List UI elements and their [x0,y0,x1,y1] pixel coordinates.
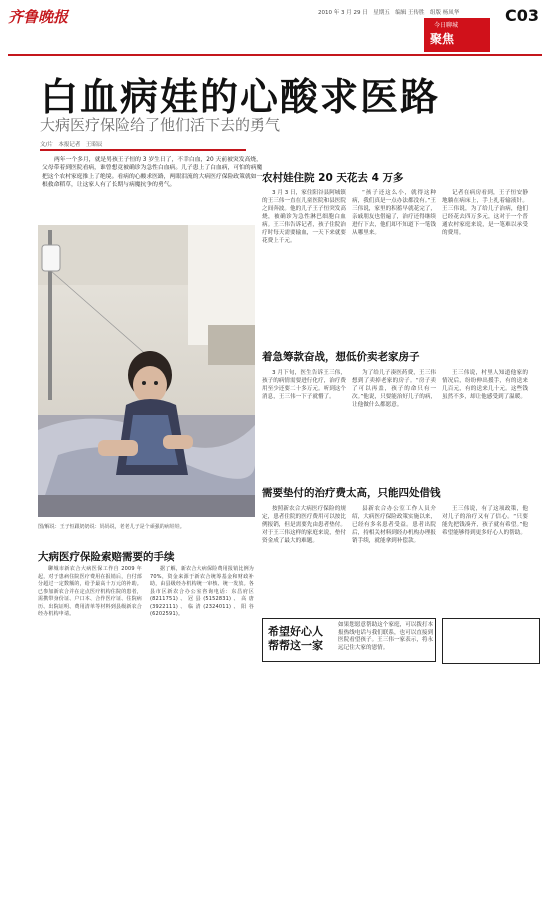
section2-column-2: 为了给儿子凑医药费，王三伟想到了卖掉老家的房子。“房子卖了可以再盖，孩子的命只有一次。”他说，只要能治好儿子的病，让他做什么都愿意。 [352,370,437,408]
section3-column-2: 县新农合办公室工作人员介绍，大病医疗保险政策实施以来，已经有多名患者受益。患者出院后，持相关材料到经办机构办理报销手续，就能拿到补偿款。 [352,506,436,544]
article-photo [38,225,255,517]
page-number: C03 [505,6,540,25]
help-body: 如果您愿意帮助这个家庭，可以拨打本报热线电话与我们联系，也可以直接到医院看望孩子。王三伟一家表示，将永远记住大家的恩情。 [338,622,434,651]
section-subtitle: 今日聊城 [434,22,459,29]
help-title: 希望好心人帮帮这一家 [268,625,323,652]
section3-column-1: 按照新农合大病医疗保险的规定，患者住院的医疗费用可以按比例报销，但是需要先由患者垫付。对于王三伟这样的家庭来说，垫付资金成了最大的难题。 [262,506,346,544]
section1-heading: 农村娃住院 20 天花去 4 万多 [262,172,404,184]
sidebar-column-1: 聊城市新农合大病医保工作自 2009 年起，对于患病住院医疗费用在报销后，自付部分超过一定数额的，给予最高十万元的补助。已参加新农合并在定点医疗机构住院的患者，需携带身份证、户口本、合作医疗证、住院病历、出院证明、费用清单等材料到县级新农合经办机构申请。 [38,566,143,617]
section-name: 聚焦 [430,32,455,46]
newspaper-masthead: 齐鲁晚报 [8,8,69,26]
section2-column-1: 3 月下旬，医生告诉王三伟，孩子的病情需要进行化疗，治疗费用至少还要二十多万元。听到这个消息，王三伟一下子就懵了。 [262,370,346,400]
top-rule [8,54,542,56]
article-byline: 文/片 本报记者 王昭辰 [40,142,103,148]
photo-caption: 图/解说：王子恒跟奶奶说：妈妈说，老老儿子是个顽强的病娃娃。 [38,524,185,530]
section2-heading: 着急筹款奋战，想低价卖老家房子 [262,351,420,363]
section1-column-1: 3 月 3 日，家住阳谷县阿城镇的王三伟一直在儿童医院和县医院之间奔波。他的儿子王子恒突发高烧，被确诊为急性淋巴细胞白血病。王三伟告诉记者，孩子住院治疗时每天需要输血，一天下来就要花费上千元。 [262,190,346,244]
article-headline: 白血病娃的心酸求医路 [40,75,441,119]
section1-column-3: 记者在病房看到，王子恒安静地躺在病床上，手上扎着输液针。王三伟说，为了给儿子治病，他们已经花去四万多元，这对于一个普通农村家庭来说，是一笔难以承受的费用。 [442,190,528,236]
dateline: 2010 年 3 月 29 日 星期五 编辑 王传胜 组版 杨凤华 [318,10,460,16]
section1-column-2: “孩子还这么小，就得这种病，我们真是一点办法都没有。”王三伟说，家里的积蓄早就花完了，亲戚朋友也借遍了，治疗还得继续进行下去，他们却不知道下一笔钱从哪里来。 [352,190,437,236]
section2-column-3: 王三伟说，村里人知道他家的情况后，纷纷伸出援手，有的送来几百元，有的送来几十元。这些钱虽然不多，却让他感受到了温暖。 [442,370,528,400]
hospital-child-photo [38,225,255,517]
help-callout-box [442,618,540,664]
sidebar-column-2: 据了解，新农合大病保险费用报销比例为 70%，资金来源于新农合统筹基金和财政补助，由县级经办机构统一审核、统一发放。各县市区新农合办公室咨询电话：东昌府区(8211751)、冠县(5152831)、高唐(3922111)、临清(2324011)、阳谷(6202591)。 [150,566,255,617]
lead-divider [40,149,246,151]
article-subheadline: 大病医疗保险给了他们活下去的勇气 [40,116,281,134]
section3-heading: 需要垫付的治疗费太高，只能四处借钱 [262,487,441,499]
article-lead: 两年一个多月，就是男孩王子恒的 3 岁生日了，不幸白血，20 天前被突发高烧，父母带着到医院看病，谁曾想竟被确诊为急性白血病。儿子患上了白血病，可怕的病魔把这个农村家庭推上了绝境。看病的心酸求医路，两眼泪流的大病医疗保险政策就如一根救命稻草，让这家人有了长期与病魔抗争的勇气。 [42,157,263,188]
sidebar-heading: 大病医疗保险索赔需要的手续 [38,551,175,563]
section3-column-3: 王三伟说，有了这项政策，他对儿子的治疗又有了信心。“只要能先把钱凑齐，孩子就有希望。”他希望能够得到更多好心人的帮助。 [442,506,528,536]
